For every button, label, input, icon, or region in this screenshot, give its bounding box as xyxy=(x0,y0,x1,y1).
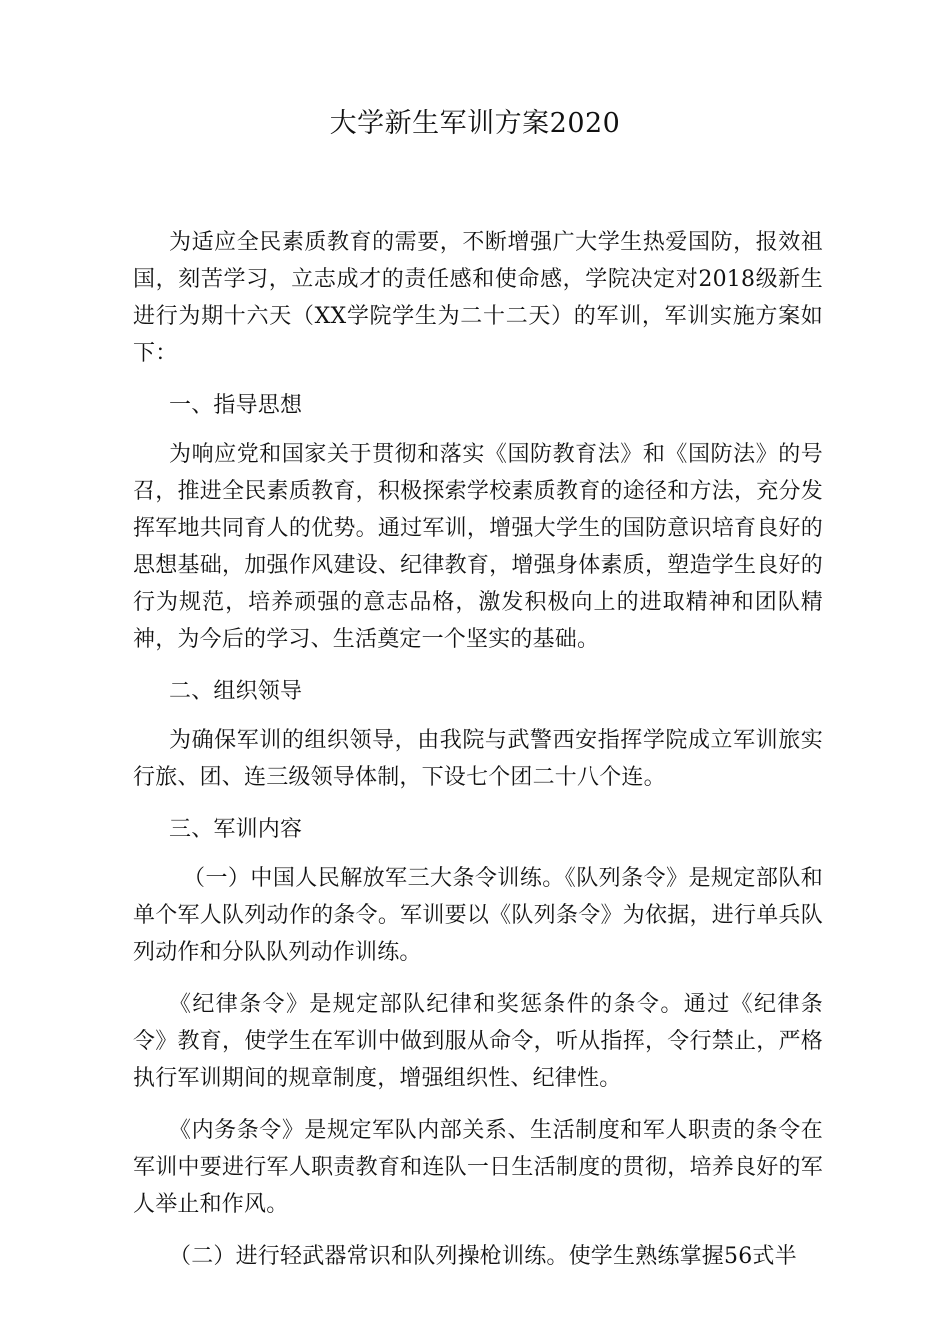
intro-paragraph: 为适应全民素质教育的需要，不断增强广大学生热爱国防，报效祖国，刻苦学习，立志成才的责任感和使命感，学院决定对2018级新生进行为期十六天（XX学院学生为二十二天）的军训，军训实施方案如下： xyxy=(133,230,823,366)
section-heading-guiding-ideology: 一、指导思想 xyxy=(169,393,303,418)
section-heading-training-content: 三、军训内容 xyxy=(169,817,303,842)
discipline-regulation-paragraph: 《纪律条令》是规定部队纪律和奖惩条件的条令。通过《纪律条令》教育，使学生在军训中做到服从命令，听从指挥，令行禁止，严格执行军训期间的规章制度，增强组织性、纪律性。 xyxy=(133,992,823,1091)
document-title: 大学新生军训方案2020 xyxy=(329,108,621,139)
document-body xyxy=(133,224,823,1275)
internal-affairs-paragraph: 《内务条令》是规定军队内部关系、生活制度和军人职责的条令在军训中要进行军人职责教育和连队一日生活制度的贯彻，培养良好的军人举止和作风。 xyxy=(133,1118,823,1217)
training-item-one-paragraph: （一）中国人民解放军三大条令训练。《队列条令》是规定部队和单个军人队列动作的条令。军训要以《队列条令》为依据，进行单兵队列动作和分队队列动作训练。 xyxy=(133,866,823,965)
training-item-two-paragraph: （二）进行轻武器常识和队列操枪训练。使学生熟练掌握56式半 xyxy=(169,1244,797,1269)
guiding-ideology-paragraph: 为响应党和国家关于贯彻和落实《国防教育法》和《国防法》的号召，推进全民素质教育，积极探索学校素质教育的途径和方法，充分发挥军地共同育人的优势。通过军训，增强大学生的国防意识培育良好的思想基础，加强作风建设、纪律教育，增强身体素质，塑造学生良好的行为规范，培养顽强的意志品格，激发积极向上的进取精神和团队精神，为今后的学习、生活奠定一个坚实的基础。 xyxy=(133,442,823,652)
section-heading-organization: 二、组织领导 xyxy=(169,679,303,704)
organization-paragraph: 为确保军训的组织领导，由我院与武警西安指挥学院成立军训旅实行旅、团、连三级领导体制，下设七个团二十八个连。 xyxy=(133,728,823,790)
